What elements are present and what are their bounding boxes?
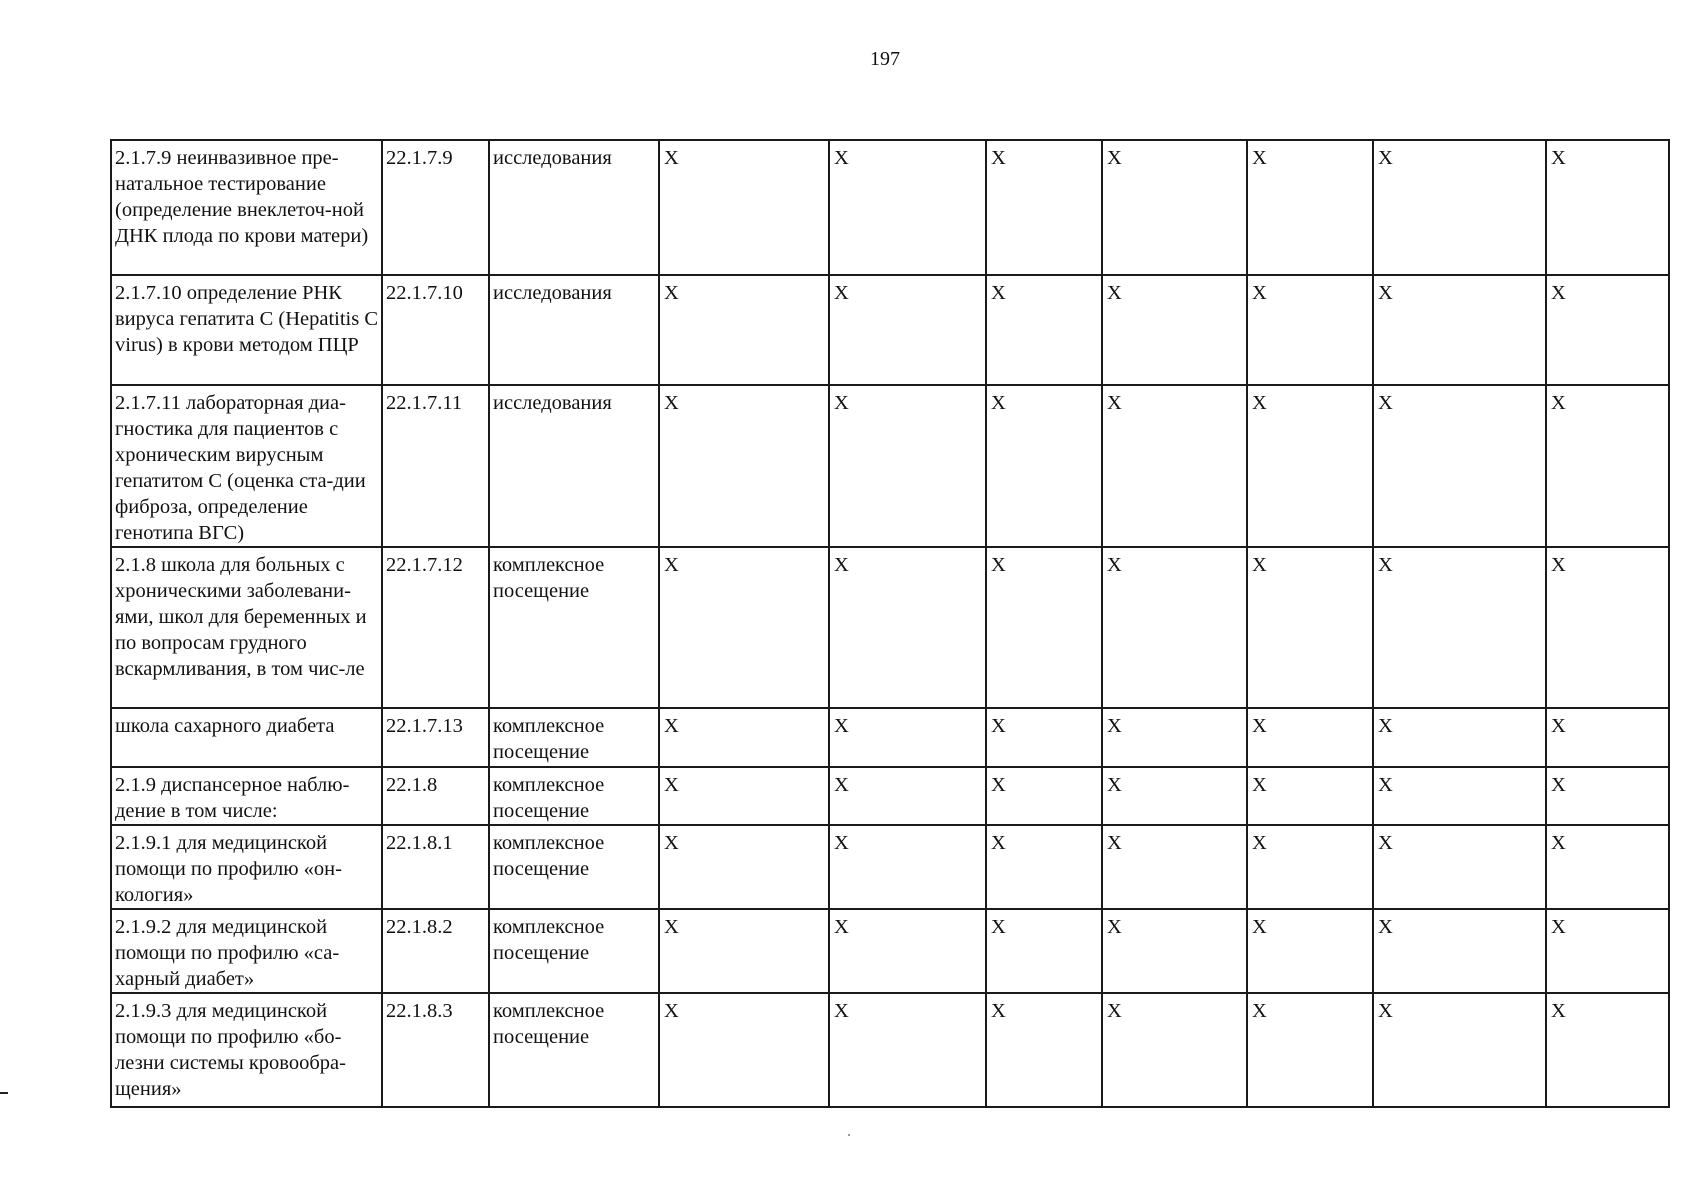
row-code-cell: 22.1.8.2 [382,909,489,993]
row-mark-cell: X [829,547,986,708]
row-name-cell: школа сахарного диабета [111,708,382,767]
row-name-cell: 2.1.9.2 для медицинской помощи по профилю «са-харный диабет» [111,909,382,993]
row-mark-cell: X [829,140,986,275]
row-mark-cell: X [829,275,986,385]
row-unit-cell: комплексное посещение [489,767,659,825]
row-mark-cell: X [1373,140,1546,275]
row-code-cell: 22.1.8.3 [382,993,489,1107]
row-mark-cell: X [1373,708,1546,767]
row-mark-cell: X [1373,825,1546,909]
row-code-cell: 22.1.7.10 [382,275,489,385]
row-mark-cell: X [1247,140,1373,275]
row-mark-cell: X [1546,140,1669,275]
row-mark-cell: X [659,275,829,385]
row-mark-cell: X [1247,708,1373,767]
row-mark-cell: X [1373,993,1546,1107]
row-mark-cell: X [1546,993,1669,1107]
row-mark-cell: X [829,993,986,1107]
page-number: 197 [870,48,900,70]
table-row [111,909,1669,993]
row-code-cell: 22.1.7.12 [382,547,489,708]
row-mark-cell: X [1102,547,1247,708]
row-mark-cell: X [659,140,829,275]
row-unit-cell: исследования [489,275,659,385]
row-mark-cell: X [986,909,1102,993]
table-row [111,547,1669,708]
row-mark-cell: X [659,547,829,708]
row-mark-cell: X [1102,385,1247,547]
row-mark-cell: X [1247,993,1373,1107]
row-name-cell: 2.1.9.1 для медицинской помощи по профилю «он-кология» [111,825,382,909]
row-mark-cell: X [659,767,829,825]
row-mark-cell: X [1102,909,1247,993]
row-name-cell: 2.1.8 школа для больных с хроническими заболевани-ями, школ для беременных и по вопросам грудного вскармливания, в том чис-ле [111,547,382,708]
row-mark-cell: X [1102,993,1247,1107]
table-row [111,767,1669,825]
row-name-cell: 2.1.7.11 лабораторная диа-гностика для пациентов с хроническим вирусным гепатитом С (оценка ста-дии фиброза, определение генотипа ВГС) [111,385,382,547]
row-mark-cell: X [986,275,1102,385]
table-row [111,385,1669,547]
row-mark-cell: X [986,385,1102,547]
row-mark-cell: X [1247,547,1373,708]
row-mark-cell: X [1102,275,1247,385]
table-row [111,708,1669,767]
row-mark-cell: X [986,993,1102,1107]
row-mark-cell: X [829,909,986,993]
row-unit-cell: исследования [489,140,659,275]
row-mark-cell: X [1373,767,1546,825]
row-mark-cell: X [1373,275,1546,385]
row-code-cell: 22.1.7.9 [382,140,489,275]
row-name-cell: 2.1.9.3 для медицинской помощи по профилю «бо-лезни системы кровообра-щения» [111,993,382,1107]
row-mark-cell: X [659,708,829,767]
row-mark-cell: X [829,708,986,767]
row-mark-cell: X [986,708,1102,767]
row-name-cell: 2.1.9 диспансерное наблю-дение в том числе: [111,767,382,825]
row-code-cell: 22.1.8.1 [382,825,489,909]
table-row [111,993,1669,1107]
row-mark-cell: X [659,993,829,1107]
row-mark-cell: X [829,767,986,825]
row-mark-cell: X [1102,140,1247,275]
row-mark-cell: X [986,547,1102,708]
row-mark-cell: X [1546,825,1669,909]
row-unit-cell: комплексное посещение [489,547,659,708]
row-unit-cell: комплексное посещение [489,708,659,767]
row-unit-cell: комплексное посещение [489,909,659,993]
row-code-cell: 22.1.7.13 [382,708,489,767]
row-mark-cell: X [986,825,1102,909]
row-mark-cell: X [1546,275,1669,385]
row-mark-cell: X [829,385,986,547]
row-mark-cell: X [659,825,829,909]
row-mark-cell: X [1247,385,1373,547]
row-mark-cell: X [1102,825,1247,909]
row-mark-cell: X [1546,767,1669,825]
row-mark-cell: X [659,385,829,547]
row-mark-cell: X [659,909,829,993]
row-mark-cell: X [1102,767,1247,825]
row-mark-cell: X [986,767,1102,825]
row-code-cell: 22.1.7.11 [382,385,489,547]
table-row [111,140,1669,275]
table-row [111,275,1669,385]
row-mark-cell: X [1247,825,1373,909]
row-unit-cell: комплексное посещение [489,993,659,1107]
row-name-cell: 2.1.7.9 неинвазивное пре-натальное тестирование (определение внеклеточ-ной ДНК плода по крови матери) [111,140,382,275]
row-unit-cell: комплексное посещение [489,825,659,909]
margin-tick [0,1092,8,1094]
row-mark-cell: X [1373,385,1546,547]
data-table [110,139,1670,1108]
row-code-cell: 22.1.8 [382,767,489,825]
row-mark-cell: X [1546,708,1669,767]
row-unit-cell: исследования [489,385,659,547]
row-mark-cell: X [1546,385,1669,547]
scan-dot [848,1134,850,1136]
row-name-cell: 2.1.7.10 определение РНК вируса гепатита С (Hepatitis С virus) в крови методом ПЦР [111,275,382,385]
row-mark-cell: X [829,825,986,909]
row-mark-cell: X [1373,547,1546,708]
row-mark-cell: X [1102,708,1247,767]
table-row [111,825,1669,909]
row-mark-cell: X [1247,767,1373,825]
row-mark-cell: X [1546,547,1669,708]
row-mark-cell: X [1247,275,1373,385]
row-mark-cell: X [1546,909,1669,993]
row-mark-cell: X [1373,909,1546,993]
row-mark-cell: X [986,140,1102,275]
row-mark-cell: X [1247,909,1373,993]
